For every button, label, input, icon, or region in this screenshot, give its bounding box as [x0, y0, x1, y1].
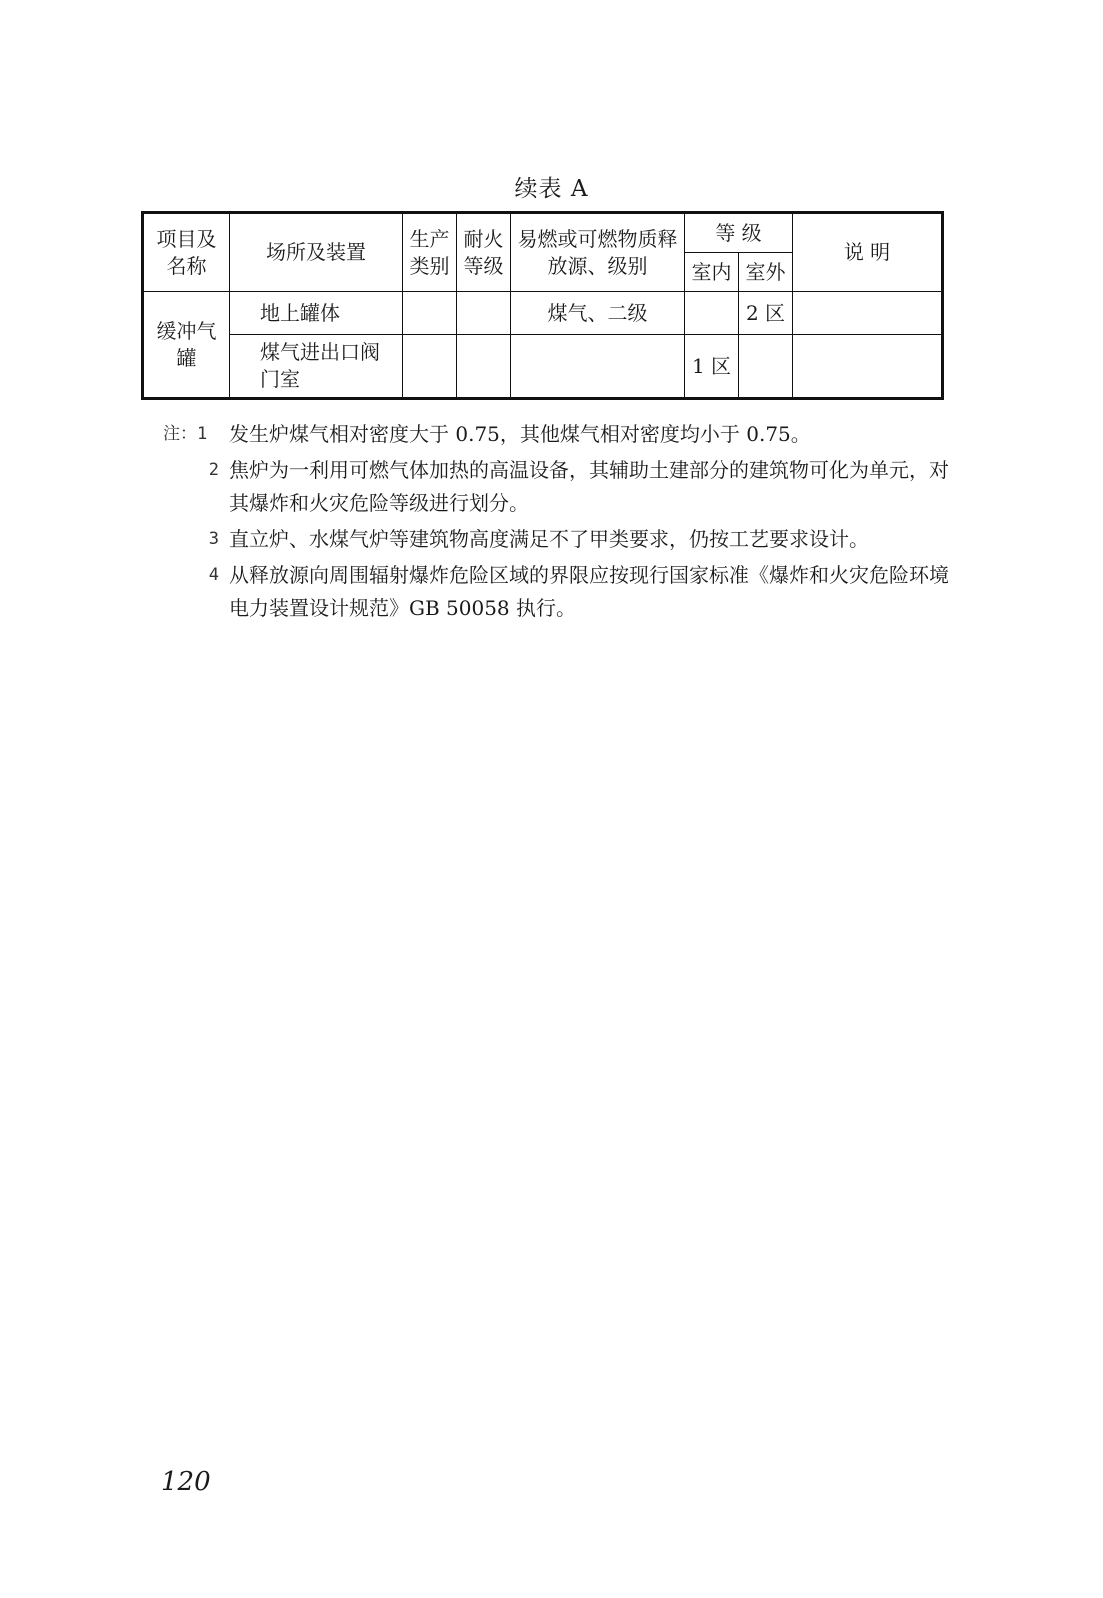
header-location: 场所及装置 [230, 213, 403, 292]
note-number: 注：1 [163, 424, 208, 444]
note-text: 直立炉、水煤气炉等建筑物高度满足不了甲类要求，仍按工艺要求设计。 [229, 527, 869, 551]
cell-indoor: 1 区 [685, 335, 739, 399]
header-indoor: 室内 [685, 253, 739, 292]
header-fire-rating: 耐火等级 [457, 213, 511, 292]
note-number: 2 [208, 460, 219, 480]
hazard-classification-table [141, 211, 944, 400]
cell-release-source [511, 335, 685, 399]
cell-remarks [793, 292, 943, 335]
cell-outdoor: 2 区 [739, 292, 793, 335]
table-caption: 续表 A [514, 176, 589, 202]
note-item [163, 454, 953, 520]
note-item [163, 523, 953, 556]
note-text: 焦炉为一利用可燃气体加热的高温设备，其辅助土建部分的建筑物可化为单元，对其爆炸和火灾危险等级进行划分。 [229, 458, 949, 515]
cell-outdoor [739, 335, 793, 399]
table-row [143, 335, 943, 399]
header-outdoor: 室外 [739, 253, 793, 292]
notes-section [163, 418, 953, 628]
cell-production-class [403, 292, 457, 335]
cell-release-source: 煤气、二级 [511, 292, 685, 335]
cell-location-text: 煤气进出口阀门室 [260, 340, 380, 391]
page-number: 120 [161, 1467, 211, 1497]
cell-production-class [403, 335, 457, 399]
cell-remarks [793, 335, 943, 399]
header-release-source: 易燃或可燃物质释放源、级别 [511, 213, 685, 292]
cell-location [230, 335, 403, 399]
cell-fire-rating [457, 292, 511, 335]
note-number: 4 [208, 565, 219, 585]
group-name: 缓冲气罐 [143, 292, 230, 399]
note-item [163, 559, 953, 625]
cell-fire-rating [457, 335, 511, 399]
table-row [143, 292, 943, 335]
note-text: 从释放源向周围辐射爆炸危险区域的界限应按现行国家标准《爆炸和火灾危险环境电力装置设计规范》GB 50058 执行。 [229, 563, 949, 620]
header-remarks: 说 明 [793, 213, 943, 292]
header-project: 项目及名称 [143, 213, 230, 292]
note-item [163, 418, 953, 451]
header-grade: 等 级 [685, 213, 793, 253]
cell-indoor [685, 292, 739, 335]
note-text: 发生炉煤气相对密度大于 0.75，其他煤气相对密度均小于 0.75。 [229, 422, 811, 446]
note-number: 3 [208, 529, 219, 549]
header-production-class: 生产类别 [403, 213, 457, 292]
cell-location: 地上罐体 [230, 292, 403, 335]
